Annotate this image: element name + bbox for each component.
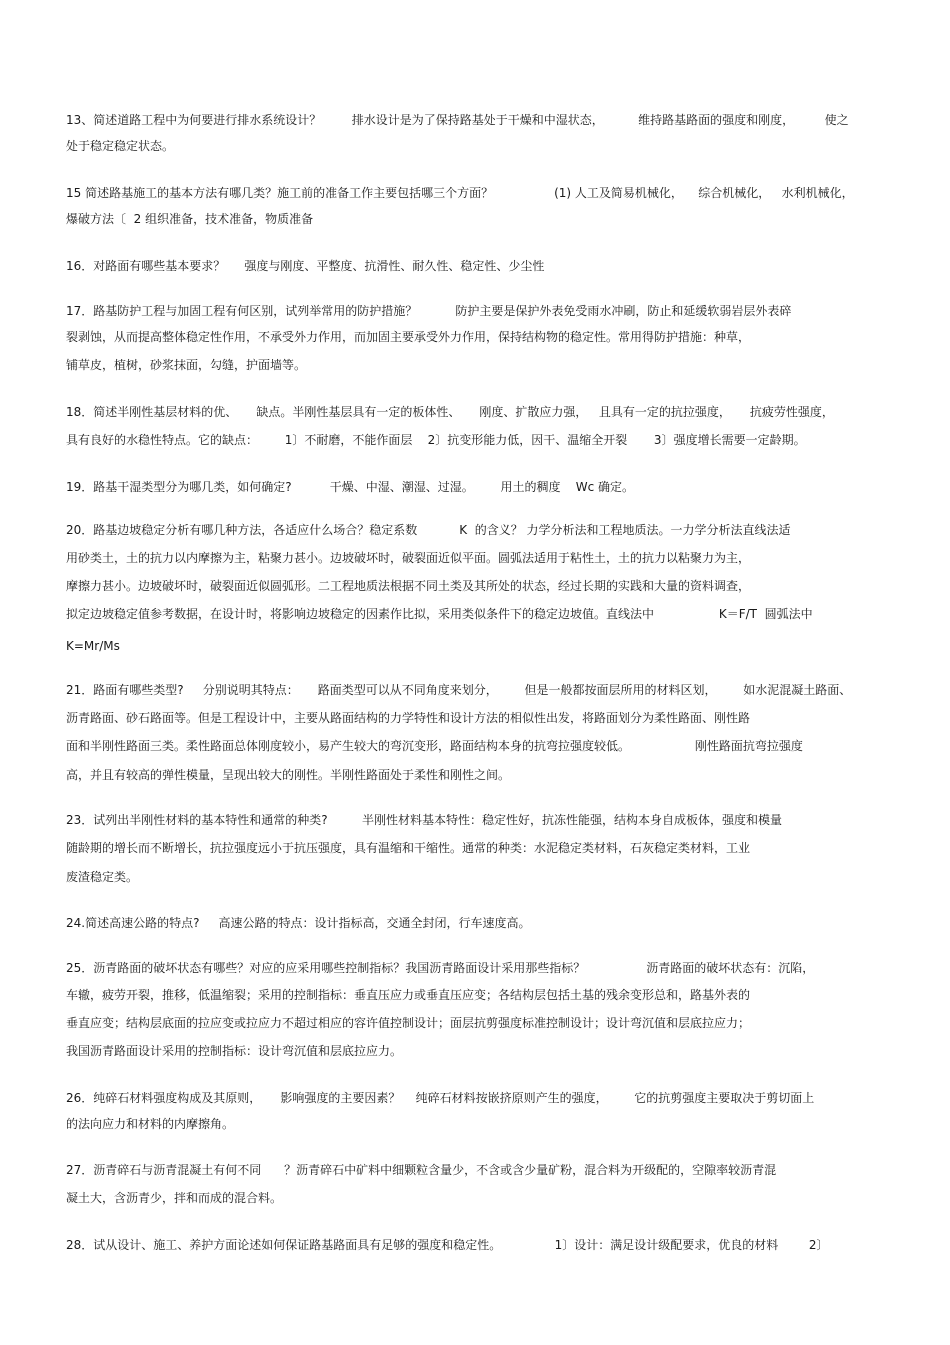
text-line: 沥青路面、砂石路面等。但是工程设计中，主要从路面结构的力学特性和设计方法的相似性出发，将路面划分为柔性路面、刚性路 (66, 711, 751, 725)
question-24 (66, 916, 886, 930)
text-line: K=Mr/Ms (66, 639, 120, 653)
text-line: 16．对路面有哪些基本要求？ 强度与刚度、平整度、抗滑性、耐久性、稳定性、少尘性 (66, 259, 545, 273)
question-19 (66, 480, 886, 494)
text-line: 随龄期的增长而不断增长，抗拉强度远小于抗压强度，具有温缩和干缩性。通常的种类：水泥稳定类材料，石灰稳定类材料，工业 (66, 841, 751, 855)
text-line: 垂直应变；结构层底面的拉应变或拉应力不超过相应的容许值控制设计；面层抗剪强度标准控制设计；设计弯沉值和层底拉应力； (66, 1016, 751, 1030)
text-line: 用砂类土，土的抗力以内摩擦为主，粘聚力甚小。边坡破坏时，破裂面近似平面。圆弧法适用于粘性土，土的抗力以粘聚力为主， (66, 551, 751, 565)
text-line: 24.简述高速公路的特点? 高速公路的特点：设计指标高，交通全封闭，行车速度高。 (66, 916, 531, 930)
text-line: 13、简述道路工程中为何要进行排水系统设计？ 排水设计是为了保持路基处于干燥和中湿状态， 维持路基路面的强度和刚度， 使之 (66, 113, 849, 127)
text-line: 我国沥青路面设计采用的控制指标：设计弯沉值和层底拉应力。 (66, 1044, 403, 1058)
text-line: 面和半刚性路面三类。柔性路面总体刚度较小，易产生较大的弯沉变形，路面结构本身的抗弯拉强度较低。 刚性路面抗弯拉强度 (66, 739, 803, 753)
question-16 (66, 259, 886, 273)
text-line: 车辙，疲劳开裂，推移，低温缩裂；采用的控制指标：垂直压应力或垂直压应变；各结构层包括土基的残余变形总和，路基外表的 (66, 988, 751, 1002)
text-line: 17．路基防护工程与加固工程有何区别，试列举常用的防护措施？ 防护主要是保护外表免受雨水冲刷，防止和延缓软弱岩层外表碎 (66, 304, 792, 318)
question-25 (66, 961, 886, 1058)
question-15 (66, 186, 886, 226)
text-line: 20．路基边坡稳定分析有哪几种方法，各适应什么场合？稳定系数 K 的含义？ 力学分析法和工程地质法。一力学分析法直线法适 (66, 523, 791, 537)
question-23 (66, 813, 886, 884)
question-18 (66, 405, 886, 447)
text-line: 废渣稳定类。 (66, 870, 139, 884)
text-line: 18．简述半刚性基层材料的优、 缺点。半刚性基层具有一定的板体性、 刚度、扩散应力强， 且具有一定的抗拉强度， 抗疲劳性强度， (66, 405, 834, 419)
text-line: 21．路面有哪些类型? 分别说明其特点： 路面类型可以从不同角度来划分， 但是一般都按面层所用的材料区划， 如水泥混凝土路面、 (66, 683, 852, 697)
question-13 (66, 113, 886, 153)
text-line: 23．试列出半刚性材料的基本特性和通常的种类? 半刚性材料基本特性：稳定性好，抗冻性能强，结构本身自成板体，强度和模量 (66, 813, 782, 827)
question-28 (66, 1238, 886, 1252)
text-line: 爆破方法〔 2 组织准备，技术准备，物质准备 (66, 212, 314, 226)
text-line: 摩擦力甚小。边坡破坏时，破裂面近似圆弧形。二工程地质法根据不同土类及其所处的状态，经过长期的实践和大量的资料调查， (66, 579, 751, 593)
text-line: 裂剥蚀，从而提高整体稳定性作用，不承受外力作用，而加固主要承受外力作用，保持结构物的稳定性。常用得防护措施：种草， (66, 330, 751, 344)
question-27 (66, 1163, 886, 1205)
text-line: 拟定边坡稳定值参考数据，在设计时，将影响边坡稳定的因素作比拟，采用类似条件下的稳定边坡值。直线法中 K＝F/T 圆弧法中 (66, 607, 813, 621)
text-line: 高，并且有较高的弹性模量，呈现出较大的刚性。半刚性路面处于柔性和刚性之间。 (66, 768, 511, 782)
question-21 (66, 683, 886, 782)
text-line: 凝土大，含沥青少，拌和而成的混合料。 (66, 1191, 283, 1205)
text-line: 28．试从设计、施工、养护方面论述如何保证路基路面具有足够的强度和稳定性。 1〕设计：满足设计级配要求，优良的材料 2〕 (66, 1238, 829, 1252)
text-line: 26．纯碎石材料强度构成及其原则， 影响强度的主要因素？ 纯碎石材料按嵌挤原则产生的强度， 它的抗剪强度主要取决于剪切面上 (66, 1091, 815, 1105)
text-line: 15 简述路基施工的基本方法有哪几类？施工前的准备工作主要包括哪三个方面？ (1) 人工及简易机械化， 综合机械化， 水利机械化， (66, 186, 854, 200)
text-line: 19．路基干湿类型分为哪几类，如何确定? 干燥、中湿、潮湿、过湿。 用土的稠度 Wc 确定。 (66, 480, 635, 494)
question-17 (66, 304, 886, 372)
text-line: 25．沥青路面的破坏状态有哪些？对应的应采用哪些控制指标？我国沥青路面设计采用那些指标？ 沥青路面的破坏状态有：沉陷， (66, 961, 815, 975)
text-line: 27．沥青碎石与沥青混凝土有何不同 ？沥青碎石中矿料中细颗粒含量少，不含或含少量矿粉，混合料为开级配的，空隙率较沥青混 (66, 1163, 777, 1177)
question-26 (66, 1091, 886, 1131)
question-20 (66, 523, 886, 653)
text-line: 铺草皮，植树，砂浆抹面，勾缝，护面墙等。 (66, 358, 307, 372)
text-line: 具有良好的水稳性特点。它的缺点： 1〕不耐磨，不能作面层 2〕抗变形能力低，因干、温缩全开裂 3〕强度增长需要一定龄期。 (66, 433, 806, 447)
text-line: 的法向应力和材料的内摩擦角。 (66, 1117, 235, 1131)
text-line: 处于稳定稳定状态。 (66, 139, 175, 153)
